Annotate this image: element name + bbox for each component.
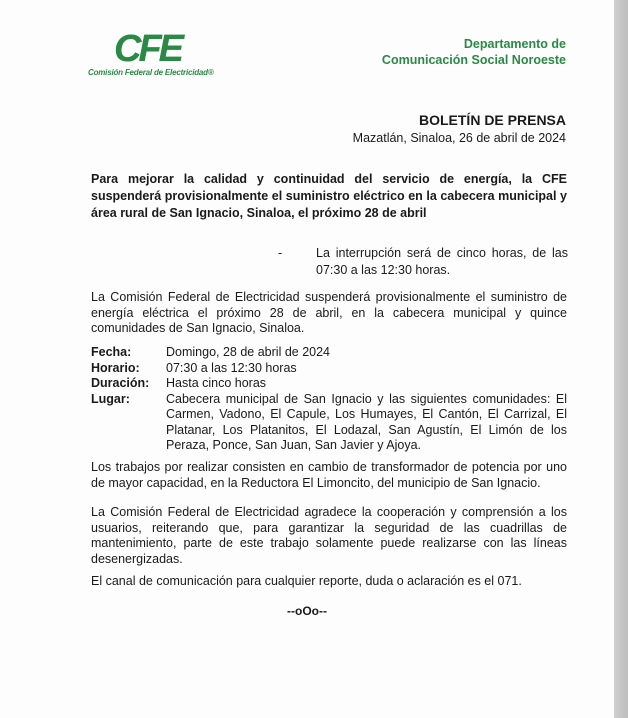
department-line-1: Departamento de <box>463 37 566 51</box>
department-heading <box>382 36 566 68</box>
department-line-2: Comunicación Social Noroeste <box>381 53 566 67</box>
cfe-logo-subtitle: Comisión Federal de Electricidad® <box>88 68 214 77</box>
detail-value: Hasta cinco horas <box>166 376 267 390</box>
detail-row <box>91 392 567 454</box>
bulletin-title: BOLETÍN DE PRENSA <box>418 112 566 128</box>
cfe-logo-mark: CFE <box>114 28 181 70</box>
detail-row <box>91 361 567 377</box>
detail-label: Horario: <box>91 360 140 375</box>
page-edge-shadow <box>614 0 628 718</box>
works-paragraph: Los trabajos por realizar consisten en cambio de transformador de potencia por uno de mayor capacidad, en la Reductora El Limoncito, del municipio de San Ignacio. <box>91 460 567 490</box>
bullet-item <box>278 245 568 279</box>
detail-label: Fecha: <box>91 345 132 359</box>
thanks-paragraph: La Comisión Federal de Electricidad agradece la cooperación y comprensión a los usuarios, reiterando que, para garantizar la seguridad de las cuadrillas de mantenimiento, parte de este trabajo solamente puede realizarse con las líneas desenergizadas. <box>91 505 567 566</box>
bullet-text: La interrupción será de cinco horas, de las 07:30 a las 12:30 horas. <box>316 246 568 277</box>
detail-value: 07:30 a las 12:30 horas <box>166 360 297 375</box>
detail-row <box>91 376 567 392</box>
detail-value: Cabecera municipal de San Ignacio y las siguientes comunidades: El Carmen, Vadono, El Capule, Los Humayes, El Cantón, El Carrizal, El Platanar, Los Platanitos, El Lodazal, San Agustín, El Limón de los Peraza, Ponce, San Juan, San Javier y Ajoya. <box>166 391 567 452</box>
dateline: Mazatlán, Sinaloa, 26 de abril de 2024 <box>352 131 566 145</box>
headline: Para mejorar la calidad y continuidad del servicio de energía, la CFE suspenderá provisionalmente el suministro eléctrico en la cabecera municipal y área rural de San Ignacio, Sinaloa, el próximo 28 de abril <box>91 172 567 220</box>
cfe-logo <box>88 30 218 78</box>
bullet-marker: - <box>278 246 283 260</box>
detail-label: Duración: <box>91 376 150 390</box>
closing-mark: --oOo-- <box>287 604 327 618</box>
intro-paragraph: La Comisión Federal de Electricidad suspenderá provisionalmente el suministro de energía eléctrica el próximo 28 de abril, en la cabecera municipal y quince comunidades de San Ignacio, Sinaloa. <box>91 290 567 335</box>
detail-label: Lugar: <box>91 391 130 406</box>
detail-row <box>91 345 567 361</box>
details-block <box>91 345 567 454</box>
detail-value: Domingo, 28 de abril de 2024 <box>166 345 331 359</box>
contact-paragraph: El canal de comunicación para cualquier reporte, duda o aclaración es el 071. <box>91 574 522 588</box>
